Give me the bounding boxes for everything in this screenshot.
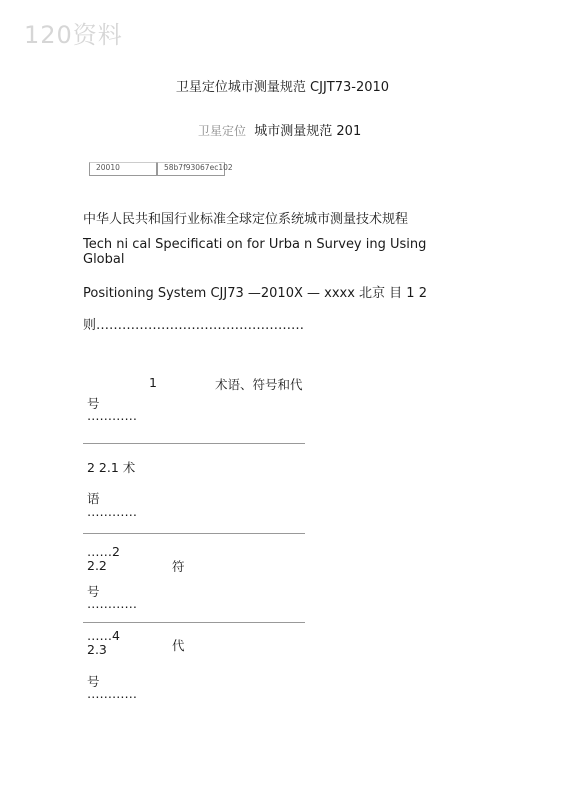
toc-s21-yu: 语 bbox=[87, 491, 100, 506]
toc-ch1-title: 术语、符号和代 bbox=[215, 377, 303, 392]
toc-s21-dots: ………… bbox=[87, 504, 137, 519]
code-box-1: 20010 bbox=[89, 162, 157, 176]
toc-s22-hao: 号 bbox=[87, 584, 100, 599]
subtitle-faded: 卫星定位 bbox=[198, 124, 247, 138]
english-title-line2: Global bbox=[83, 252, 125, 267]
english-title-line1: Tech ni cal Specificati on for Urba n Survey ing Using bbox=[83, 237, 427, 252]
code-box-2: 58b7f93067ec102 bbox=[157, 162, 225, 176]
ze-line: 则………………………………………… bbox=[83, 318, 305, 333]
toc-s23-hao: 号 bbox=[87, 674, 100, 689]
positioning-line: Positioning System CJJ73 —2010X — xxxx 北京 目 1 2 bbox=[83, 286, 427, 301]
document-subtitle bbox=[198, 120, 361, 139]
toc-s23-dai: 代 bbox=[172, 638, 185, 653]
toc-s22-dots: ………… bbox=[87, 596, 137, 611]
toc-ch1-number: 1 bbox=[149, 375, 157, 390]
toc-s22-number: 2.2 bbox=[87, 558, 107, 573]
toc-ch1-dots: ………… bbox=[87, 408, 137, 423]
watermark: 120资料 bbox=[24, 21, 123, 49]
toc-s23-number: 2.3 bbox=[87, 642, 107, 657]
toc-s23-dots: ………… bbox=[87, 686, 137, 701]
toc-divider-2 bbox=[83, 533, 305, 534]
toc-s21-page: ……2 bbox=[87, 544, 120, 559]
subtitle-main: 城市测量规范 201 bbox=[254, 124, 362, 139]
toc-ch1-hao: 号 bbox=[87, 396, 100, 411]
toc-divider-1 bbox=[83, 443, 305, 444]
toc-s21-heading: 2 2.1 术 bbox=[87, 460, 136, 475]
document-title: 卫星定位城市测量规范 CJJT73-2010 bbox=[175, 80, 390, 95]
toc-s22-fu: 符 bbox=[172, 559, 185, 574]
toc-divider-3 bbox=[83, 622, 305, 623]
standard-title-cn: 中华人民共和国行业标准全球定位系统城市测量技术规程 bbox=[83, 212, 409, 227]
toc-s22-page: ……4 bbox=[87, 628, 120, 643]
